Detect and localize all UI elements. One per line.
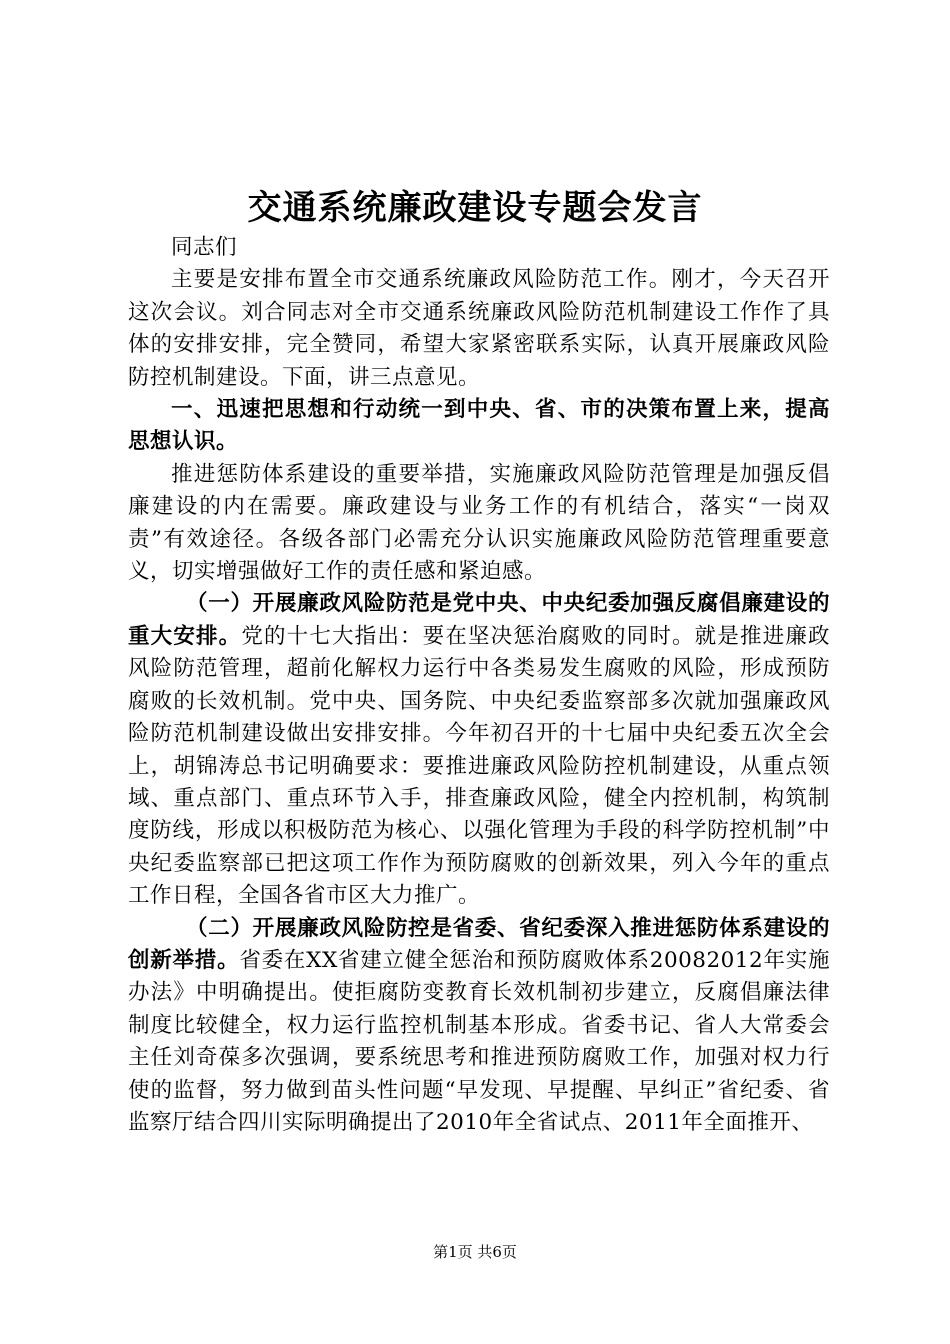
page-footer: 第1页 共6页 — [433, 1243, 517, 1261]
section-1-heading: 一、迅速把思想和行动统一到中央、省、市的决策布置上来，提高思想认识。 — [128, 397, 830, 455]
intro-paragraph: 主要是安排布置全市交通系统廉政风险防范工作。刚才，今天召开这次会议。刘合同志对全市交通系统廉政风险防范机制建设工作作了具体的安排安排，完全赞同，希望大家紧密联系实际，认真开展廉政风险防控机制建设。下面，讲三点意见。 — [128, 267, 830, 390]
subsection-2-body: 省委在XX省建立健全惩治和预防腐败体系20082012年实施办法》中明确提出。使拒腐防变教育长效机制初步建立，反腐倡廉法律制度比较健全，权力运行监控机制基本形成。省委书记、省人大常委会主任刘奇葆多次强调，要系统思考和推进预防腐败工作，加强对权力行使的监督，努力做到苗头性问题“早发现、早提醒、早纠正”省纪委、省监察厅结合四川实际明确提出了2010年全省试点、2011年全面推开、 — [128, 947, 830, 1135]
subsection-2-heading: （二）开展廉政风险防控是省委、省纪委深入推进惩防体系建设的创新举措。 — [128, 915, 830, 973]
salutation: 同志们 — [171, 235, 238, 260]
subsection-1-paragraph — [128, 588, 830, 912]
section-1-paragraph: 推进惩防体系建设的重要举措，实施廉政风险防范管理是加强反倡廉建设的内在需要。廉政建设与业务工作的有机结合，落实“一岗双责”有效途径。各级各部门必需充分认识实施廉政风险防范管理重要意义，切实增强做好工作的责任感和紧迫感。 — [128, 461, 830, 585]
subsection-1-body: 党的十七大指出：要在坚决惩治腐败的同时。就是推进廉政风险防范管理，超前化解权力运行中各类易发生腐败的风险，形成预防腐败的长效机制。党中央、国务院、中央纪委监察部多次就加强廉政风险防范机制建设做出安排安排。今年初召开的十七届中央纪委五次全会上，胡锦涛总书记明确要求：要推进廉政风险防控机制建设，从重点领域、重点部门、重点环节入手，排查廉政风险，健全内控机制，构筑制度防线，形成以积极防范为核心、以强化管理为手段的科学防控机制”中央纪委监察部已把这项工作作为预防腐败的创新效果，列入今年的重点工作日程，全国各省市区大力推广。 — [128, 623, 830, 909]
subsection-1-heading: （一）开展廉政风险防范是党中央、中央纪委加强反腐倡廉建设的重大安排。 — [128, 591, 830, 649]
document-title: 交通系统廉政建设专题会发言 — [247, 188, 703, 228]
subsection-2-paragraph — [128, 913, 830, 1140]
document-body — [128, 232, 830, 1139]
